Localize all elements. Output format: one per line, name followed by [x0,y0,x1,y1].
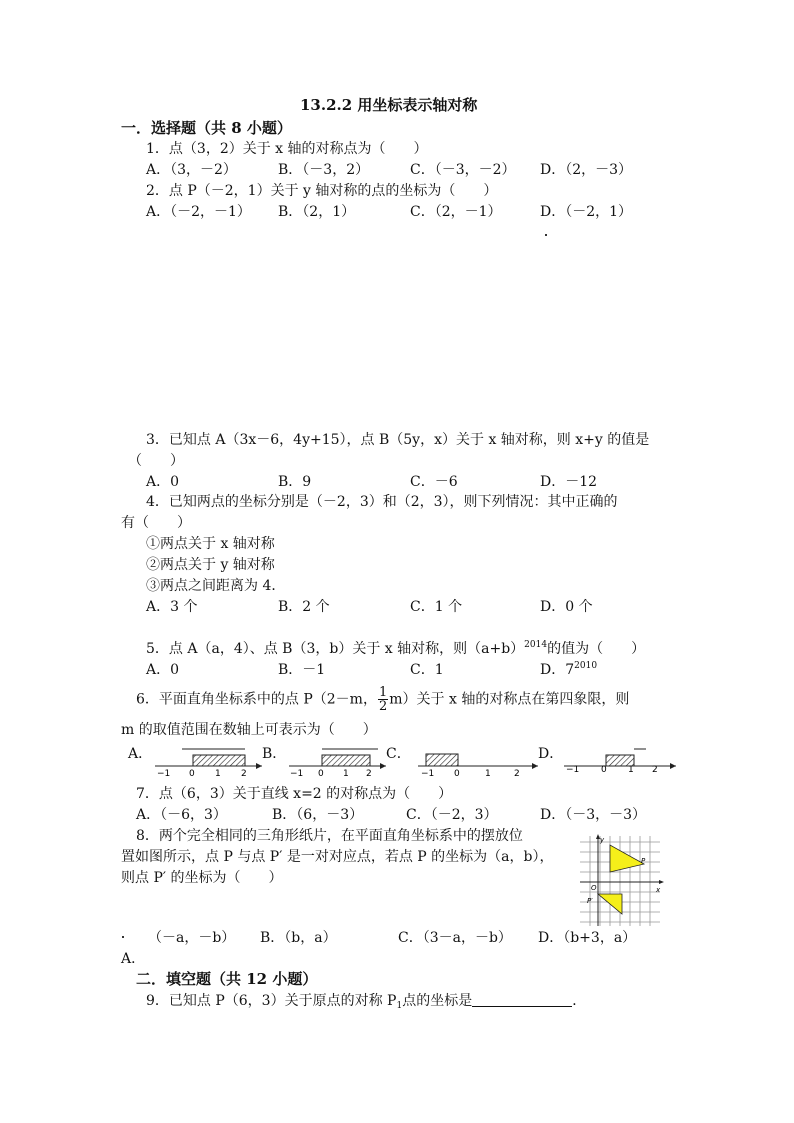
section-heading-choice: 一．选择题（共 8 小题） [121,119,292,137]
question-4-statement-2: ②两点关于 y 轴对称 [146,557,275,573]
tick-label: −1 [421,769,435,779]
tick-label: 2 [241,769,247,779]
question-6-option-b-label: B． [262,746,287,762]
question-2-option-d: D．（－2，1） [540,204,633,220]
question-1-option-d: D．（2，－3） [540,162,633,178]
question-6-option-a-label: A． [128,746,153,762]
number-line-d [564,749,676,775]
triangle-upper [610,845,644,872]
fraction-denominator: 2 [378,699,388,714]
question-2-stem: 2．点 P（－2，1）关于 y 轴对称的点的坐标为（ ） [146,183,498,199]
question-6-stem-cont: m 的取值范围在数轴上可表示为（ ） [121,722,377,738]
question-2-option-c: C．（2，－1） [410,204,502,220]
question-8-option-d: D．（b+3，a） [538,930,637,946]
tick-label: 0 [454,769,460,779]
question-5-option-d-base: D．7 [540,662,575,678]
question-4-option-c: C．1 个 [410,599,463,615]
tick-label: 0 [601,765,607,775]
question-3-option-a: A．0 [146,474,180,490]
question-7-option-b: B．（6，－3） [272,807,364,823]
tick-label: 0 [318,769,324,779]
question-6-stem-end: m）关于 x 轴的对称点在第四象限，则 [389,691,630,708]
question-4-option-a: A．3 个 [146,599,198,615]
question-9-subscript: 1 [396,1001,403,1011]
tick-label: 1 [628,765,634,775]
question-5-stem-text: 5．点 A（a，4）、点 B（3，b）关于 x 轴对称，则（a+b） [146,641,525,657]
point-p-label: P [641,857,646,865]
question-8-option-a: （－a，－b） [148,930,236,946]
question-9-period: ． [572,993,587,1009]
number-line-a [155,749,262,779]
question-5-option-a: A．0 [146,662,180,678]
question-2-option-a: A．（－2，－1） [146,204,251,220]
question-9-stem [146,992,586,1010]
q8-grid-figure [580,834,664,926]
origin-label: O [591,884,597,892]
question-4-option-b: B．2 个 [278,599,330,615]
question-1-option-b: B．（－3，2） [278,162,370,178]
page-title: 13.2.2 用坐标表示轴对称 [300,96,478,114]
number-line-b [289,749,386,779]
section-heading-fill: 二．填空题（共 12 小题） [136,970,318,988]
tick-label: 2 [514,769,520,779]
tick-label: −1 [157,769,171,779]
question-8-option-b: B．（b，a） [260,930,337,946]
point-p-prime-label: P′ [587,897,593,905]
question-5-stem-end: 的值为（ ） [547,641,646,657]
question-3-stem: 3．已知点 A（3x－6，4y+15），点 B（5y，x）关于 x 轴对称，则 x+y 的值是 [146,432,650,448]
question-5-option-b: B．－1 [278,662,326,678]
stray-dot [122,936,124,938]
question-3-stem-cont: （ ） [128,453,184,469]
tick-label: 1 [343,769,349,779]
question-9-stem-text: 9．已知点 P（6，3）关于原点的对称 P [146,993,397,1009]
question-5-exponent: 2014 [524,640,548,650]
question-8-option-a-label: A． [121,951,146,967]
question-3-option-d: D．－12 [540,474,598,490]
question-8-stem: 8．两个完全相同的三角形纸片，在平面直角坐标系中的摆放位 [136,828,523,844]
question-7-option-c: C．（－2，3） [406,807,498,823]
answer-blank[interactable] [472,992,572,1007]
question-5-option-d-exponent: 2010 [574,661,598,671]
question-5-option-c: C．1 [410,662,444,678]
number-line-c [418,754,538,779]
tick-label: 2 [652,765,658,775]
question-4-option-d: D．0 个 [540,599,593,615]
question-4-statement-1: ①两点关于 x 轴对称 [146,536,275,552]
tick-label: 0 [189,769,195,779]
tick-label: 2 [366,769,372,779]
axis-label-y: y [600,836,605,844]
question-7-stem: 7．点（6，3）关于直线 x=2 的对称点为（ ） [136,786,453,802]
question-6-stem-text: 6．平面直角坐标系中的点 P（2－m， [136,691,377,708]
question-2-option-b: B．（2，1） [278,204,356,220]
question-4-stem-cont: 有（ ） [121,515,191,531]
fraction-numerator: 1 [378,685,388,700]
question-1-option-c: C．（－3，－2） [410,162,516,178]
question-4-statement-3: ③两点之间距离为 4． [146,578,286,594]
tick-label: 1 [485,769,491,779]
question-1-option-a: A．（3，－2） [146,162,237,178]
tick-label: −1 [566,765,580,775]
question-9-stem-end: 点的坐标是 [402,993,473,1009]
question-7-option-d: D．（－3，－3） [540,807,647,823]
question-3-option-b: B．9 [278,474,312,490]
tick-label: 1 [215,769,221,779]
question-8-option-c: C．（3－a，－b） [398,930,512,946]
question-6-option-d-label: D． [538,746,564,762]
tick-label: −1 [290,769,304,779]
question-7-option-a: A．（－6，3） [136,807,227,823]
question-4-stem: 4．已知两点的坐标分别是（－2，3）和（2，3），则下列情况：其中正确的 [146,494,618,510]
question-1-stem: 1．点（3，2）关于 x 轴的对称点为（ ） [146,141,428,157]
axis-label-x: x [656,886,661,894]
question-8-stem-cont: 置如图所示，点 P 与点 P′ 是一对对应点，若点 P 的坐标为（a，b）， [121,849,554,865]
question-3-option-c: C．－6 [410,474,458,490]
question-6-option-c-label: C． [386,746,411,762]
question-8-stem-cont-2: 则点 P′ 的坐标为（ ） [121,870,283,886]
